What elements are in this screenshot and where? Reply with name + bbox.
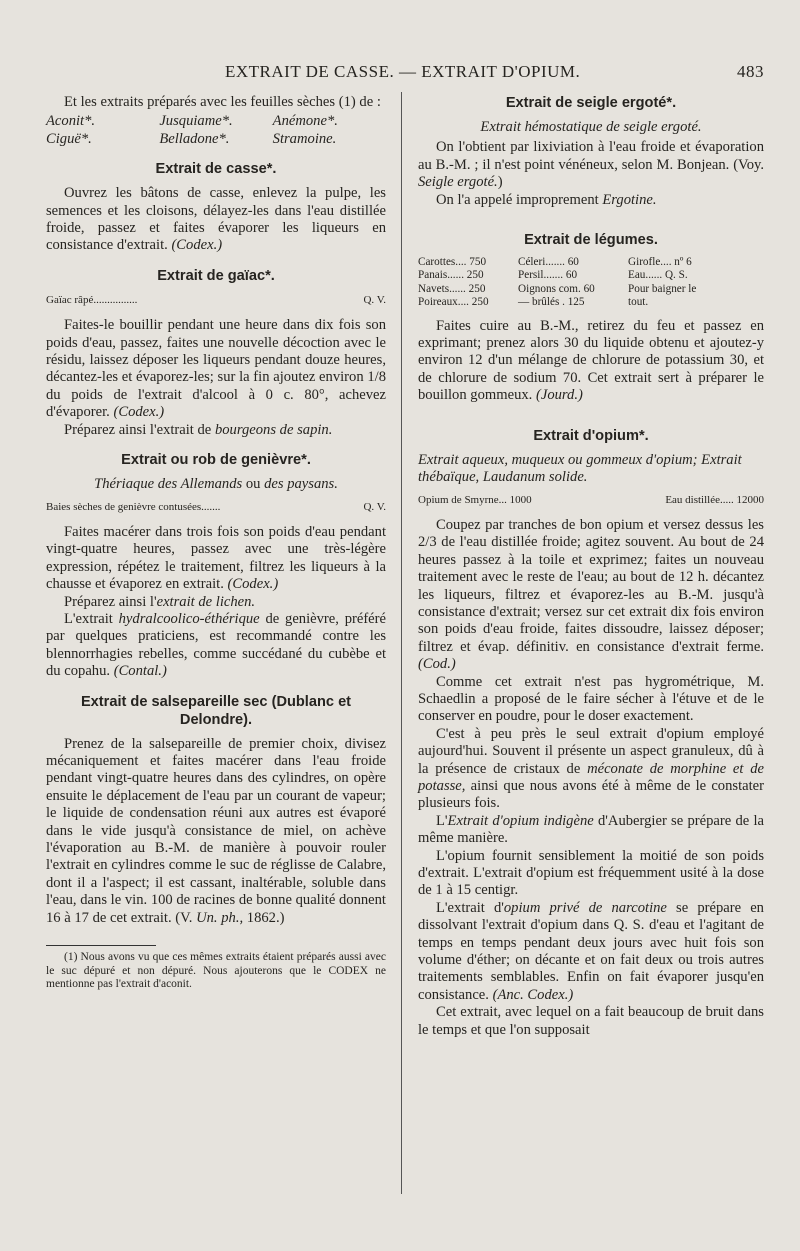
plant-item: Ciguë*. bbox=[46, 130, 92, 147]
paragraph: Coupez par tranches de bon opium et versez dessus les 2/3 de l'eau distillée froide; agitez souvent. Au bout de 24 heures passez à la toile et exprimez; faites un nouveau traitement avec le reste de l'eau; au bout de 12 h. décantez les liqueurs, filtrez et évaporez-les au B.-M. jusqu'à consistance d'extrait; versez sur cet extrait dix fois environ son poids d'eau froide, faites dissoudre, laissez déposer; filtrez et évap. définitiv. en consistance d'extrait ferme. (Cod.) bbox=[418, 516, 764, 673]
paragraph: Faites macérer dans trois fois son poids d'eau pendant vingt-quatre heures, passez avec une très-légère expression, répétez le traitement, filtrez les liqueurs à la chausse et évaporez en extrait. (Codex.) bbox=[46, 523, 386, 593]
plant-item: Stramoine. bbox=[272, 130, 337, 147]
paragraph: Cet extrait, avec lequel on a fait beaucoup de bruit dans le temps et que l'on supposait bbox=[418, 1004, 764, 1038]
paragraph: L'extrait d'opium privé de narcotine se prépare en dissolvant l'extrait d'opium dans Q. S. d'eau et l'agitant de temps en temps pendant deux jours avec huit fois son volume d'éther; on décante et on fait deux ou trois autres traitements semblables. Enfin on fait évaporer jusqu'en consistance. (Anc. Codex.) bbox=[418, 899, 764, 1003]
right-column bbox=[418, 94, 764, 1039]
recipe-line: Opium de Smyrne... 1000 Eau distillée..... 12000 bbox=[418, 493, 764, 506]
paragraph: Préparez ainsi l'extrait de bourgeons de sapin. bbox=[64, 421, 333, 438]
section-heading: Extrait de seigle ergoté*. bbox=[505, 95, 677, 111]
subtitle: Thériaque des Allemands ou des paysans. bbox=[94, 476, 338, 493]
paragraph: Ouvrez les bâtons de casse, enlevez la pulpe, les semences et les cloisons, délayez-les dans l'eau distillée froide, passez et faites évaporer les liqueurs en consistance d'extrait. (Codex.) bbox=[46, 185, 386, 254]
footnote-rule bbox=[46, 945, 156, 946]
recipe-line: Gaïac râpé................ Q. V. bbox=[46, 293, 386, 306]
section-heading: Extrait de casse*. bbox=[155, 161, 277, 178]
section-heading: Extrait ou rob de genièvre*. bbox=[121, 452, 311, 469]
table-row: Navets...... 250 Oignons com. 60 Pour baigner le bbox=[418, 282, 697, 295]
section-heading: Extrait de salsepareille sec (Dublanc et Delondre). bbox=[80, 693, 352, 728]
header-title: EXTRAIT DE CASSE. — EXTRAIT D'OPIUM. bbox=[225, 62, 581, 81]
page-number: 483 bbox=[737, 62, 764, 81]
subtitle: Extrait aqueux, muqueux ou gommeux d'opium; Extrait thébaïque, Laudanum solide. bbox=[418, 451, 742, 486]
paragraph: Faites cuire au B.-M., retirez du feu et passez en exprimant; prenez alors 30 du liquide obtenu et ajoutez-y environ 12 d'un mélange de chlorure de potassium 30, et de chlorure de sodium 70. Cet extrait sert à préparer le bouillon gommeux. (Jourd.) bbox=[418, 317, 764, 404]
paragraph: Préparez ainsi l'extrait de lichen. bbox=[64, 593, 256, 610]
column-divider bbox=[401, 92, 402, 1194]
left-column bbox=[46, 94, 386, 992]
section-heading: Extrait de légumes. bbox=[524, 232, 658, 249]
paragraph: On l'a appelé improprement Ergotine. bbox=[436, 191, 657, 208]
plant-item: Aconit*. bbox=[46, 113, 96, 130]
paragraph: Faites-le bouillir pendant une heure dans dix fois son poids d'eau, passez, faites une nouvelle décoction avec le résidu, laissez déposer les liqueurs pendant douze heures, décantez-les et évaporez-les; sur la fin ajoutez environ 1/8 du poids de l'extrait d'alcool à 0 c. 80°, achevez d'évaporer. (Codex.) bbox=[46, 317, 386, 421]
paragraph: L'opium fournit sensiblement la moitié de son poids d'extrait. L'extrait d'opium est fréquemment usité à la dose de 1 à 15 centigr. bbox=[418, 847, 764, 899]
intro-text: Et les extraits préparés avec les feuilles sèches (1) de : bbox=[64, 94, 381, 110]
plant-item: Jusquiame*. bbox=[159, 113, 233, 130]
paragraph: On l'obtient par lixiviation à l'eau froide et évaporation au B.-M. ; il n'est point vénéneux, selon M. Bonjean. (Voy. Seigle ergoté.) bbox=[418, 139, 764, 191]
subtitle: Extrait hémostatique de seigle ergoté. bbox=[480, 119, 702, 135]
paragraph: Comme cet extrait n'est pas hygrométrique, M. Schaedlin a proposé de le faire sécher à l'étuve et de le conserver en poudre, pour le doser exactement. bbox=[418, 673, 764, 725]
table-row: Panais...... 250 Persil....... 60 Eau...... Q. S. bbox=[418, 269, 688, 282]
plant-item: Belladone*. bbox=[159, 130, 230, 147]
footnote: (1) Nous avons vu que ces mêmes extraits étaient préparés aussi avec le suc dépuré et non dépuré. Nous ajouterons que le CODEX ne mentionne pas l'extrait d'aconit. bbox=[46, 951, 386, 991]
paragraph: L'extrait hydralcoolico-éthérique de genièvre, préféré par quelques praticiens, est recommandé contre les blennorrhagies rebelles, comme succédané du cubèbe et du copahu. (Contal.) bbox=[46, 610, 386, 680]
table-row: Poireaux.... 250 — brûlés . 125 tout. bbox=[418, 296, 649, 309]
table-row: Carottes.... 750 Céleri....... 60 Girofle.... nº 6 bbox=[418, 256, 692, 269]
paragraph: L'Extrait d'opium indigène d'Aubergier se prépare de la même manière. bbox=[418, 812, 765, 847]
recipe-line: Baies sèches de genièvre contusées....... Q. V. bbox=[46, 500, 386, 513]
plant-item: Anémone*. bbox=[272, 113, 338, 130]
plant-list bbox=[46, 113, 386, 148]
running-header bbox=[40, 62, 764, 86]
ingredient-table bbox=[418, 256, 764, 310]
section-heading: Extrait d'opium*. bbox=[533, 427, 649, 444]
paragraph: Prenez de la salsepareille de premier choix, divisez mécaniquement et faites macérer dans l'eau froide pendant vingt-quatre heures dans des cylindres, on opère ensuite le déplacement de l'eau par un courant de vapeur; le liquide de condensation réuni aux autres est évaporé dans le vide jusqu'à consistance de miel, on achève l'évaporation au B.-M. de manière à pouvoir rouler l'extrait en cylindres comme le suc de réglisse de Calabre, dont il a l'aspect; il est cassant, inaltérable, soluble dans l'eau, dans le vin. 100 de racines de bonne qualité donnent 16 à 17 de cet extrait. (V. Un. ph., 1862.) bbox=[46, 735, 386, 926]
section-heading: Extrait de gaïac*. bbox=[157, 267, 275, 284]
paragraph: C'est à peu près le seul extrait d'opium employé aujourd'hui. Souvent il présente un aspect granuleux, dû à la présence de cristaux de méconate de morphine et de potasse, ainsi que nous avons été à même de le constater plusieurs fois. bbox=[418, 725, 764, 812]
